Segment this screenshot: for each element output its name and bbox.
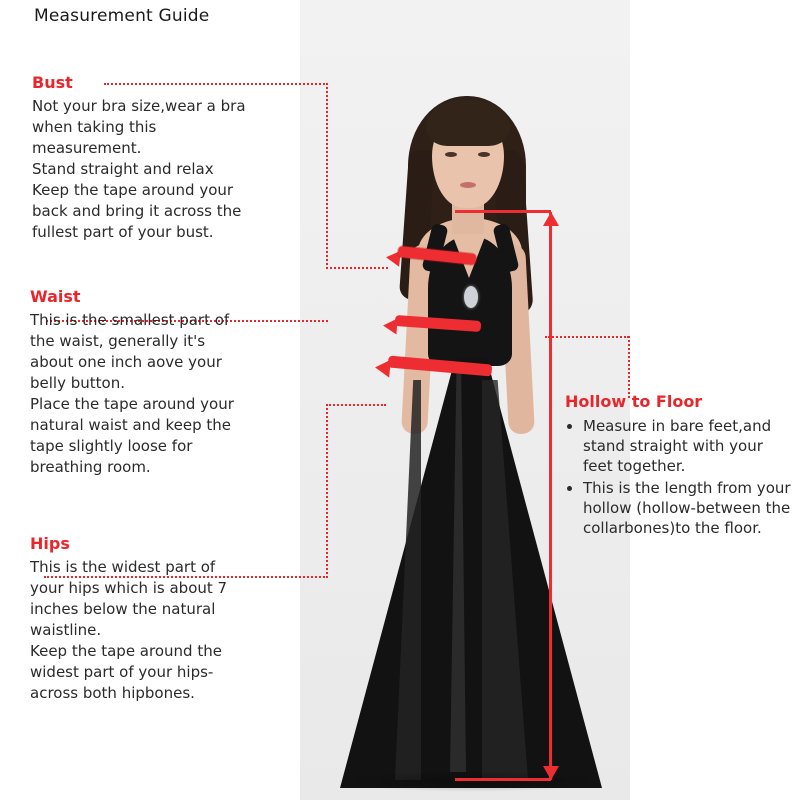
waist-text-line-8: breathing room. (30, 458, 151, 476)
waist-text-line-5: Place the tape around your (30, 395, 234, 413)
hips-leader-vertical (326, 404, 328, 578)
hollow-to-floor-line (549, 212, 552, 780)
waist-text-line-3: about one inch aove your (30, 353, 222, 371)
lips (460, 182, 476, 188)
waist-text-line-1: This is the smallest part of (30, 311, 230, 329)
hips-text-line-6: widest part of your hips- (30, 663, 214, 681)
floor-shadow (338, 770, 606, 792)
bust-text-line-1: Not your bra size,wear a bra (32, 97, 246, 115)
hips-heading: Hips (30, 534, 70, 553)
hair-fringe (426, 100, 510, 146)
bust-text-line-4: Stand straight and relax (32, 160, 214, 178)
hips-leader-horizontal-top (326, 404, 386, 406)
bust-text-line-2: when taking this (32, 118, 157, 136)
hips-text-line-3: inches below the natural (30, 600, 216, 618)
bust-text-line-3: measurement. (32, 139, 142, 157)
waist-text-line-6: natural waist and keep the (30, 416, 231, 434)
bust-heading: Bust (32, 73, 73, 92)
bust-text-line-5: Keep the tape around your (32, 181, 234, 199)
hips-text-line-4: waistline. (30, 621, 102, 639)
hips-section (30, 533, 292, 704)
dress-brooch (464, 286, 478, 308)
waist-text-line-2: the waist, generally it's (30, 332, 206, 350)
hollow-to-floor-list (565, 416, 797, 538)
hollow-to-floor-top-cap (455, 210, 551, 213)
hollow-to-floor-section (565, 392, 797, 540)
bust-text-line-6: back and bring it across the (32, 202, 242, 220)
list-item: • This is the length from your hollow (hollow-between the collarbones)to the floor. (583, 478, 797, 538)
waist-heading: Waist (30, 287, 81, 306)
bust-leader-horizontal-bottom (326, 267, 388, 269)
hollow-to-floor-arrow-up-icon (543, 212, 559, 226)
bust-leader-vertical (326, 83, 328, 269)
list-item: • Measure in bare feet,and stand straight with your feet together. (583, 416, 797, 476)
hips-text-line-7: across both hipbones. (30, 684, 195, 702)
hollow-leader-horizontal (545, 336, 629, 338)
hollow-to-floor-heading: Hollow to Floor (565, 392, 703, 411)
bust-section (32, 72, 294, 243)
hips-text-line-2: your hips which is about 7 (30, 579, 228, 597)
bust-text-line-7: fullest part of your bust. (32, 223, 214, 241)
waist-section (30, 286, 292, 478)
hollow-to-floor-bottom-cap (455, 778, 551, 781)
hollow-leader-vertical (628, 336, 630, 398)
eye-right (478, 152, 490, 157)
waist-text-line-4: belly button. (30, 374, 125, 392)
waist-text-line-7: tape slightly loose for (30, 437, 193, 455)
page-title: Measurement Guide (34, 6, 210, 26)
eye-left (445, 152, 457, 157)
hips-text-line-1: This is the widest part of (30, 558, 216, 576)
hips-text-line-5: Keep the tape around the (30, 642, 222, 660)
